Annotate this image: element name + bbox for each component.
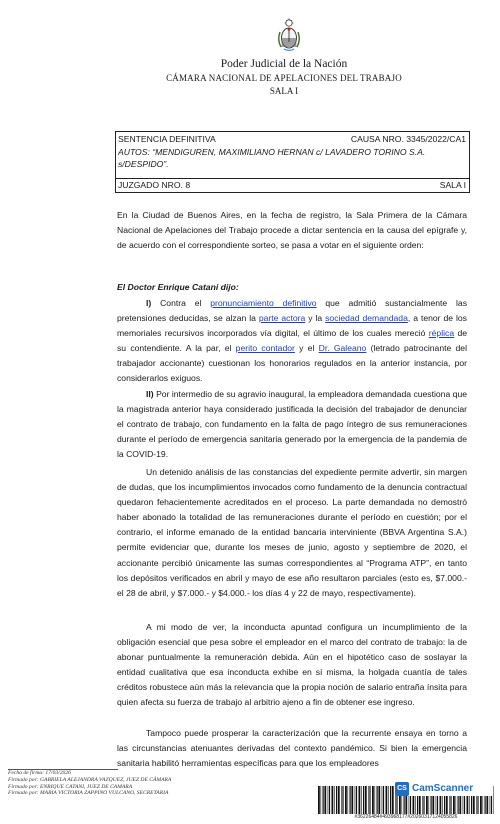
case-info-box bbox=[115, 131, 470, 193]
link-dr-galeano[interactable]: Dr. Galeano bbox=[318, 343, 367, 354]
scanner-label: CamScanner bbox=[412, 783, 474, 794]
institution-name: Poder Judicial de la Nación bbox=[220, 58, 348, 70]
paragraph-number: II) bbox=[146, 389, 154, 399]
paragraph-text: A mi modo de ver, la inconducta apuntad configura un incumplimiento de la obligación esencial que pesa sobre el empleador en el marco del contrato de trabajo: la de abonar puntualmente la remuneración debida. Aún en el hipotético caso de soslayar la entidad cualitativa que esa inconducta exhibe en sí misma, la holgada cuantía de tales créditos robustece aún más la relevancia que la propia noción de salario entraña ínsita para quien afecta su fuerza de trabajo al arbitrio ajeno a fin de obtener ese ingreso. bbox=[117, 622, 467, 708]
autos-line-2: s/DESPIDO”. bbox=[118, 159, 169, 169]
link-pronunciamiento[interactable]: pronunciamiento definitivo bbox=[210, 298, 317, 308]
paragraph-i bbox=[117, 296, 467, 387]
paragraph-analysis bbox=[117, 465, 467, 601]
paragraph-number: I) bbox=[146, 298, 152, 308]
paragraph-text: de su contendiente. A la par, el bbox=[117, 328, 467, 354]
judge-heading: El Doctor Enrique Catani dijo: bbox=[117, 282, 239, 292]
paragraph-ii bbox=[117, 387, 467, 462]
signature-line: Firmado por: MARIA VICTORIA ZAPPINO VULCANO, SECRETARIA bbox=[8, 790, 169, 797]
paragraph-text: que admitió sustancialmente las pretensiones deducidas, se alzan la bbox=[117, 298, 467, 324]
paragraph-text: (letrado patrocinante del trabajador accionante) cuestionan los honorarios regulados en la anterior instancia, por considerarlos exiguos. bbox=[117, 343, 467, 384]
intro-text: En la Ciudad de Buenos Aires, en la fecha de registro, la Sala Primera de la Cámara Nacional de Apelaciones del Trabajo procede a dictar sentencia en la causa del epígrafe y, de acuerdo con el correspondiente sorteo, se pasa a votar en el siguiente orden: bbox=[117, 210, 467, 251]
link-replica[interactable]: réplica bbox=[428, 328, 455, 339]
paragraph-inconducta bbox=[117, 620, 467, 711]
barcode-number: #36226484#493968177#20260317124055826 bbox=[354, 814, 458, 820]
paragraph-text: y la bbox=[305, 313, 326, 324]
chamber-name: CÁMARA NACIONAL DE APELACIONES DEL TRABAJO bbox=[166, 73, 402, 83]
paragraph-text: , a tenor de los memoriales recursivos incorporados vía digital, el último de los cuales mereció bbox=[117, 313, 467, 339]
scanner-logo-icon: CS bbox=[395, 782, 409, 796]
signature-line: Firmado por: GABRIELA ALEJANDRA VAZQUEZ, JUEZ DE CÁMARA bbox=[8, 776, 172, 783]
sala-label: SALA I bbox=[439, 180, 466, 190]
link-parte-actora[interactable]: parte actora bbox=[258, 313, 306, 324]
signature-date: Fecha de firma: 17/03/2026 bbox=[8, 770, 71, 776]
signature-line: Firmado por: ENRIQUE CATANI, JUEZ DE CAMARA bbox=[8, 783, 133, 790]
case-number: CAUSA NRO. 3345/2022/CA1 bbox=[350, 134, 466, 144]
national-seal-icon bbox=[276, 18, 302, 52]
paragraph-tampoco bbox=[117, 726, 467, 771]
intro-paragraph bbox=[117, 208, 467, 253]
autos-line-1: AUTOS: “MENDIGUREN, MAXIMILIANO HERNAN c/ LAVADERO TORINO S.A. bbox=[118, 147, 426, 157]
paragraph-text: Tampoco puede prosperar la caracterización que la recurrente ensaya en torno a las circunstancias atenuantes derivadas del contexto pandémico. Si bien la emergencia sanitaria habilitó herramientas específicas para que los empleadores bbox=[117, 728, 467, 769]
link-perito-contador[interactable]: perito contador bbox=[235, 343, 295, 354]
scanner-watermark bbox=[395, 782, 493, 796]
sentence-type: SENTENCIA DEFINITIVA bbox=[118, 134, 216, 144]
paragraph-text: Contra el bbox=[151, 298, 211, 308]
paragraph-text: Por intermedio de su agravio inaugural, la empleadora demandada cuestiona que la magistrada anterior haya considerado justificada la decisión del trabajador de denunciar el contrato de trabajo, con fundamento en la falta de pago íntegro de sus remuneraciones durante el período de emergencia sanitaria generado por la emergencia de la pandemia de la COVID-19. bbox=[117, 389, 467, 460]
paragraph-text: y el bbox=[294, 343, 319, 354]
signature-block bbox=[8, 770, 228, 797]
room-name: SALA I bbox=[269, 86, 299, 96]
link-sociedad-demandada[interactable]: sociedad demandada bbox=[325, 313, 408, 324]
paragraph-text: Un detenido análisis de las constancias del expediente permite advertir, sin margen de dudas, que los incumplimientos invocados como fundamento de la denuncia contractual quedaron fehacientemente acreditados en el proceso. La parte demandada no demostró haber abonado la totalidad de las remuneraciones durante el período en cuestión; por el contrario, el informe emanado de la entidad bancaria interviniente (BBVA Argentina S.A.) permite evidenciar que, durante los meses de junio, agosto y septiembre de 2020, el accionante percibió únicamente las sumas correspondientes al “Programa ATP”, en tanto los depósitos verificados en abril y mayo de ese año resultaron parciales (esto es, $7.000.- el 28 de abril, y $7.000.- y $4.000.- los días 4 y 22 de mayo, respectivamente). bbox=[117, 467, 467, 598]
court-number: JUZGADO NRO. 8 bbox=[118, 180, 191, 190]
